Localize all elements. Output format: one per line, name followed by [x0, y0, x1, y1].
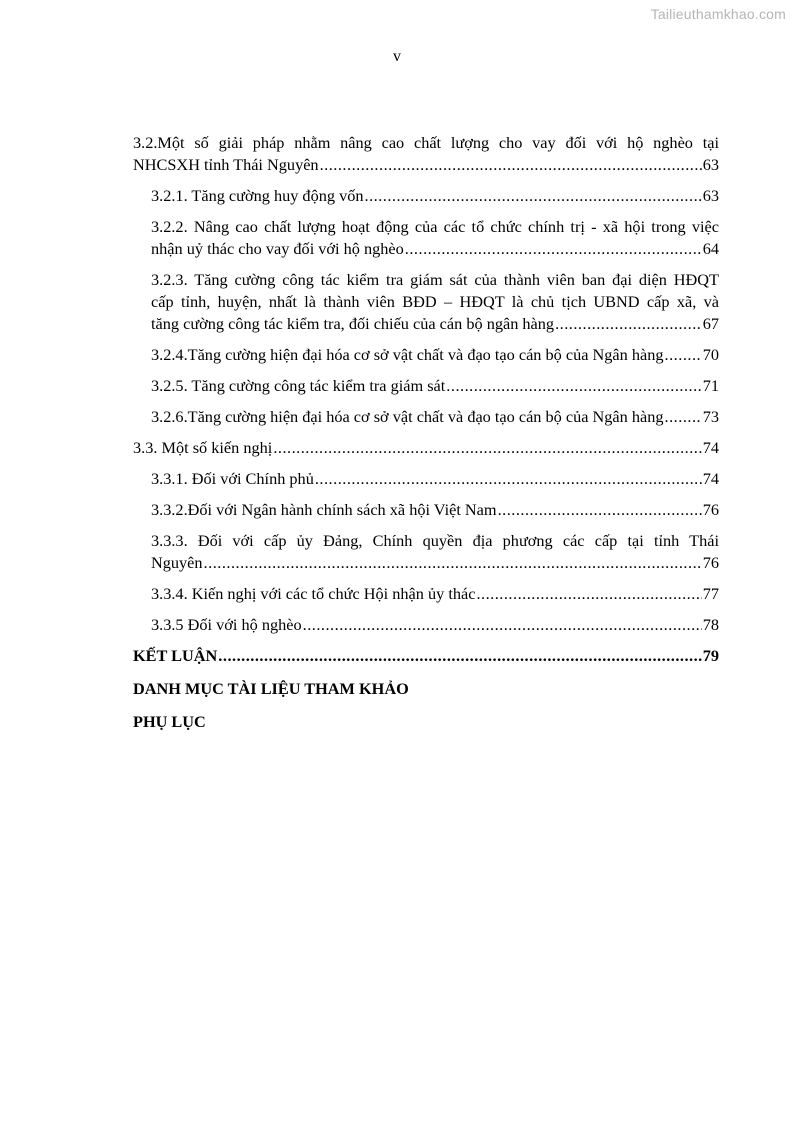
toc-entry-last-line — [151, 614, 719, 636]
toc-entry-line: 3.2.3. Tăng cường công tác kiểm tra giám sát của thành viên ban đại diện HĐQT — [151, 270, 719, 289]
toc-entry-page: 77 — [702, 584, 719, 603]
dot-leader — [665, 406, 702, 428]
toc-entry-title: NHCSXH tỉnh Thái Nguyên — [133, 155, 319, 174]
toc-entry-title: tăng cường công tác kiểm tra, đối chiếu của cán bộ ngân hàng — [151, 314, 555, 333]
toc-entry-line: 3.3.3. Đối với cấp ủy Đảng, Chính quyền địa phương các cấp tại tỉnh Thái — [151, 531, 719, 550]
dot-leader — [218, 645, 701, 667]
toc-entry-last-line — [151, 406, 719, 428]
toc-entry-line: 3.2.2. Nâng cao chất lượng hoạt động của các tổ chức chính trị - xã hội trong việc — [151, 217, 719, 236]
dot-leader — [315, 468, 702, 490]
toc-entry-3-3-4[interactable] — [133, 583, 719, 605]
toc-entry-3-2-6[interactable] — [133, 406, 719, 428]
toc-entry-last-line — [151, 499, 719, 521]
toc-entry-page: 63 — [702, 155, 719, 174]
toc-entry-title: 3.2.1. Tăng cường huy động vốn — [151, 186, 364, 205]
toc-entry-3-2-3[interactable] — [133, 269, 719, 335]
toc-entry-page: 64 — [702, 239, 719, 258]
dot-leader — [365, 185, 702, 207]
table-of-contents — [133, 132, 719, 744]
watermark: Tailieuthamkhao.com — [650, 6, 786, 22]
toc-entry-page: 78 — [702, 615, 719, 634]
toc-entry-3-2-5[interactable] — [133, 375, 719, 397]
toc-entry-last-line — [133, 154, 719, 176]
toc-entry-last-line — [151, 468, 719, 490]
toc-entry-3-2-4[interactable] — [133, 344, 719, 366]
dot-leader — [273, 437, 701, 459]
toc-entry-3-3-1[interactable] — [133, 468, 719, 490]
toc-entry-ket-luan[interactable] — [133, 645, 719, 667]
toc-entry-last-line — [151, 238, 719, 260]
toc-entry-title: nhận uỷ thác cho vay đối với hộ nghèo — [151, 239, 404, 258]
dot-leader — [320, 154, 702, 176]
toc-entry-title: DANH MỤC TÀI LIỆU THAM KHẢO — [133, 679, 409, 698]
toc-entry-last-line — [151, 375, 719, 397]
toc-entry-line: 3.2.Một số giải pháp nhằm nâng cao chất lượng cho vay đối với hộ nghèo tại — [133, 133, 719, 152]
toc-entry-page: 71 — [702, 376, 719, 395]
toc-entry-references[interactable] — [133, 678, 719, 700]
toc-entry-appendix[interactable] — [133, 711, 719, 733]
toc-entry-page: 74 — [702, 469, 719, 488]
dot-leader — [446, 375, 701, 397]
toc-entry-3-3-3[interactable] — [133, 530, 719, 574]
toc-entry-title: 3.3.4. Kiến nghị với các tổ chức Hội nhận ủy thác — [151, 584, 476, 603]
dot-leader — [498, 499, 702, 521]
toc-entry-page: 79 — [702, 646, 719, 665]
dot-leader — [476, 583, 701, 605]
toc-entry-title: Nguyên — [151, 553, 203, 572]
dot-leader — [204, 552, 702, 574]
dot-leader — [555, 313, 702, 335]
toc-entry-last-line — [151, 313, 719, 335]
toc-entry-3-2-1[interactable] — [133, 185, 719, 207]
toc-entry-title: 3.3.5 Đối với hộ nghèo — [151, 615, 302, 634]
toc-entry-page: 70 — [702, 345, 719, 364]
toc-entry-page: 76 — [702, 500, 719, 519]
toc-entry-last-line — [151, 185, 719, 207]
toc-entry-3-3[interactable] — [133, 437, 719, 459]
toc-entry-title: 3.3.2.Đối với Ngân hành chính sách xã hội Việt Nam — [151, 500, 497, 519]
toc-entry-title: 3.3.1. Đối với Chính phủ — [151, 469, 314, 488]
toc-entry-page: 76 — [702, 553, 719, 572]
toc-entry-last-line — [151, 583, 719, 605]
toc-entry-3-2-2[interactable] — [133, 216, 719, 260]
toc-entry-last-line — [133, 645, 719, 667]
toc-entry-title: 3.2.5. Tăng cường công tác kiểm tra giám sát — [151, 376, 446, 395]
dot-leader — [665, 344, 702, 366]
toc-entry-title: 3.2.4.Tăng cường hiện đại hóa cơ sở vật chất và đạo tạo cán bộ của Ngân hàng — [151, 345, 664, 364]
toc-entry-title: KẾT LUẬN — [133, 646, 218, 665]
dot-leader — [303, 614, 702, 636]
toc-entry-3-3-2[interactable] — [133, 499, 719, 521]
toc-entry-last-line — [151, 552, 719, 574]
toc-entry-page: 63 — [702, 186, 719, 205]
toc-entry-line: cấp tỉnh, huyện, nhất là thành viên BĐD – HĐQT là chủ tịch UBND cấp xã, và — [151, 292, 719, 311]
toc-entry-3-2[interactable] — [133, 132, 719, 176]
dot-leader — [405, 238, 702, 260]
toc-entry-title: 3.2.6.Tăng cường hiện đại hóa cơ sở vật chất và đạo tạo cán bộ của Ngân hàng — [151, 407, 664, 426]
toc-entry-title: PHỤ LỤC — [133, 712, 206, 731]
toc-entry-3-3-5[interactable] — [133, 614, 719, 636]
toc-entry-page: 67 — [702, 314, 719, 333]
toc-entry-page: 73 — [702, 407, 719, 426]
toc-entry-page: 74 — [702, 438, 719, 457]
toc-entry-last-line — [151, 344, 719, 366]
page-number: v — [393, 48, 401, 65]
toc-entry-title: 3.3. Một số kiến nghị — [133, 438, 273, 457]
toc-entry-last-line — [133, 437, 719, 459]
